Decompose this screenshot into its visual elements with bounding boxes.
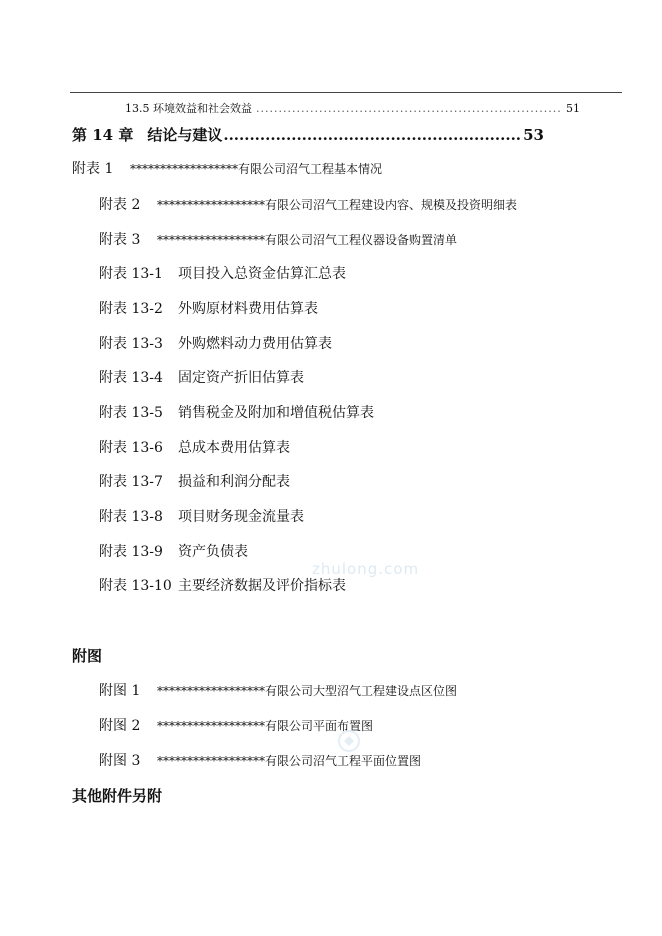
appendix-table-item bbox=[99, 333, 332, 353]
chapter-title: 结论与建议 bbox=[147, 126, 223, 144]
appendix-text: 销售税金及附加和增值税估算表 bbox=[178, 405, 374, 421]
appendix-figure-item bbox=[99, 680, 457, 700]
appendix-table-item bbox=[72, 158, 382, 178]
appendix-table-item bbox=[99, 575, 346, 595]
appendix-text: 损益和利润分配表 bbox=[178, 474, 290, 490]
other-attachments-heading: 其他附件另附 bbox=[72, 787, 163, 805]
appendix-text: 项目财务现金流量表 bbox=[178, 509, 304, 525]
toc-entry-label: 13.5 环境效益和社会效益 bbox=[125, 102, 252, 115]
appendix-label: 附表 13-7 bbox=[99, 474, 163, 490]
appendix-label: 附表 13-8 bbox=[99, 509, 163, 525]
appendix-label: 附表 13-3 bbox=[99, 336, 163, 352]
appendix-figure-item bbox=[99, 715, 373, 735]
appendix-text: 总成本费用估算表 bbox=[178, 440, 290, 456]
appendix-table-item bbox=[99, 194, 517, 214]
appendix-table-item bbox=[99, 367, 304, 387]
appendix-label: 附表 13-5 bbox=[99, 405, 163, 421]
toc-entry-13-5[interactable] bbox=[125, 100, 580, 116]
appendix-text: 项目投入总资金估算汇总表 bbox=[178, 266, 346, 282]
appendix-label: 附表 3 bbox=[99, 232, 141, 248]
dot-leader bbox=[256, 102, 562, 115]
appendix-table-item bbox=[99, 506, 304, 526]
appendix-table-item bbox=[99, 437, 290, 457]
appendix-label: 附图 1 bbox=[99, 683, 141, 699]
appendix-text: 外购原材料费用估算表 bbox=[178, 301, 318, 317]
appendix-text: 主要经济数据及评价指标表 bbox=[178, 578, 346, 594]
header-rule bbox=[70, 92, 622, 93]
appendix-label: 附表 1 bbox=[72, 161, 114, 177]
appendix-label: 附表 2 bbox=[99, 197, 141, 213]
appendix-table-item bbox=[99, 298, 318, 318]
appendix-label: 附表 13-10 bbox=[99, 578, 172, 594]
appendix-label: 附图 3 bbox=[99, 753, 141, 769]
appendix-text: ******************有限公司沼气工程建设内容、规模及投资明细表 bbox=[157, 198, 518, 212]
appendix-label: 附表 13-1 bbox=[99, 266, 163, 282]
appendix-text: ******************有限公司沼气工程基本情况 bbox=[130, 162, 383, 176]
appendix-label: 附表 13-4 bbox=[99, 370, 163, 386]
appendix-label: 附表 13-6 bbox=[99, 440, 163, 456]
watermark: zhulong.com bbox=[312, 560, 420, 578]
appendix-text: 外购燃料动力费用估算表 bbox=[178, 336, 332, 352]
appendix-label: 附表 13-2 bbox=[99, 301, 163, 317]
appendix-text: ******************有限公司大型沼气工程建设点区位图 bbox=[157, 684, 458, 698]
watermark-logo-icon bbox=[336, 728, 362, 754]
dot-leader bbox=[223, 126, 522, 144]
appendix-text: ******************有限公司沼气工程仪器设备购置清单 bbox=[157, 233, 458, 247]
appendix-table-item bbox=[99, 541, 248, 561]
appendix-figure-item bbox=[99, 750, 421, 770]
appendix-text: ******************有限公司平面布置图 bbox=[157, 719, 374, 733]
figures-heading: 附图 bbox=[72, 647, 103, 665]
chapter-page: 53 bbox=[523, 126, 544, 144]
appendix-text: 资产负债表 bbox=[178, 544, 248, 560]
chapter-number: 第 14 章 bbox=[72, 126, 134, 144]
toc-entry-chapter-14[interactable] bbox=[72, 124, 544, 145]
appendix-label: 附图 2 bbox=[99, 718, 141, 734]
toc-entry-page: 51 bbox=[566, 102, 580, 115]
appendix-label: 附表 13-9 bbox=[99, 544, 163, 560]
appendix-table-item bbox=[99, 263, 346, 283]
appendix-text: ******************有限公司沼气工程平面位置图 bbox=[157, 754, 422, 768]
appendix-table-item bbox=[99, 402, 374, 422]
appendix-text: 固定资产折旧估算表 bbox=[178, 370, 304, 386]
appendix-table-item bbox=[99, 229, 457, 249]
appendix-table-item bbox=[99, 471, 290, 491]
